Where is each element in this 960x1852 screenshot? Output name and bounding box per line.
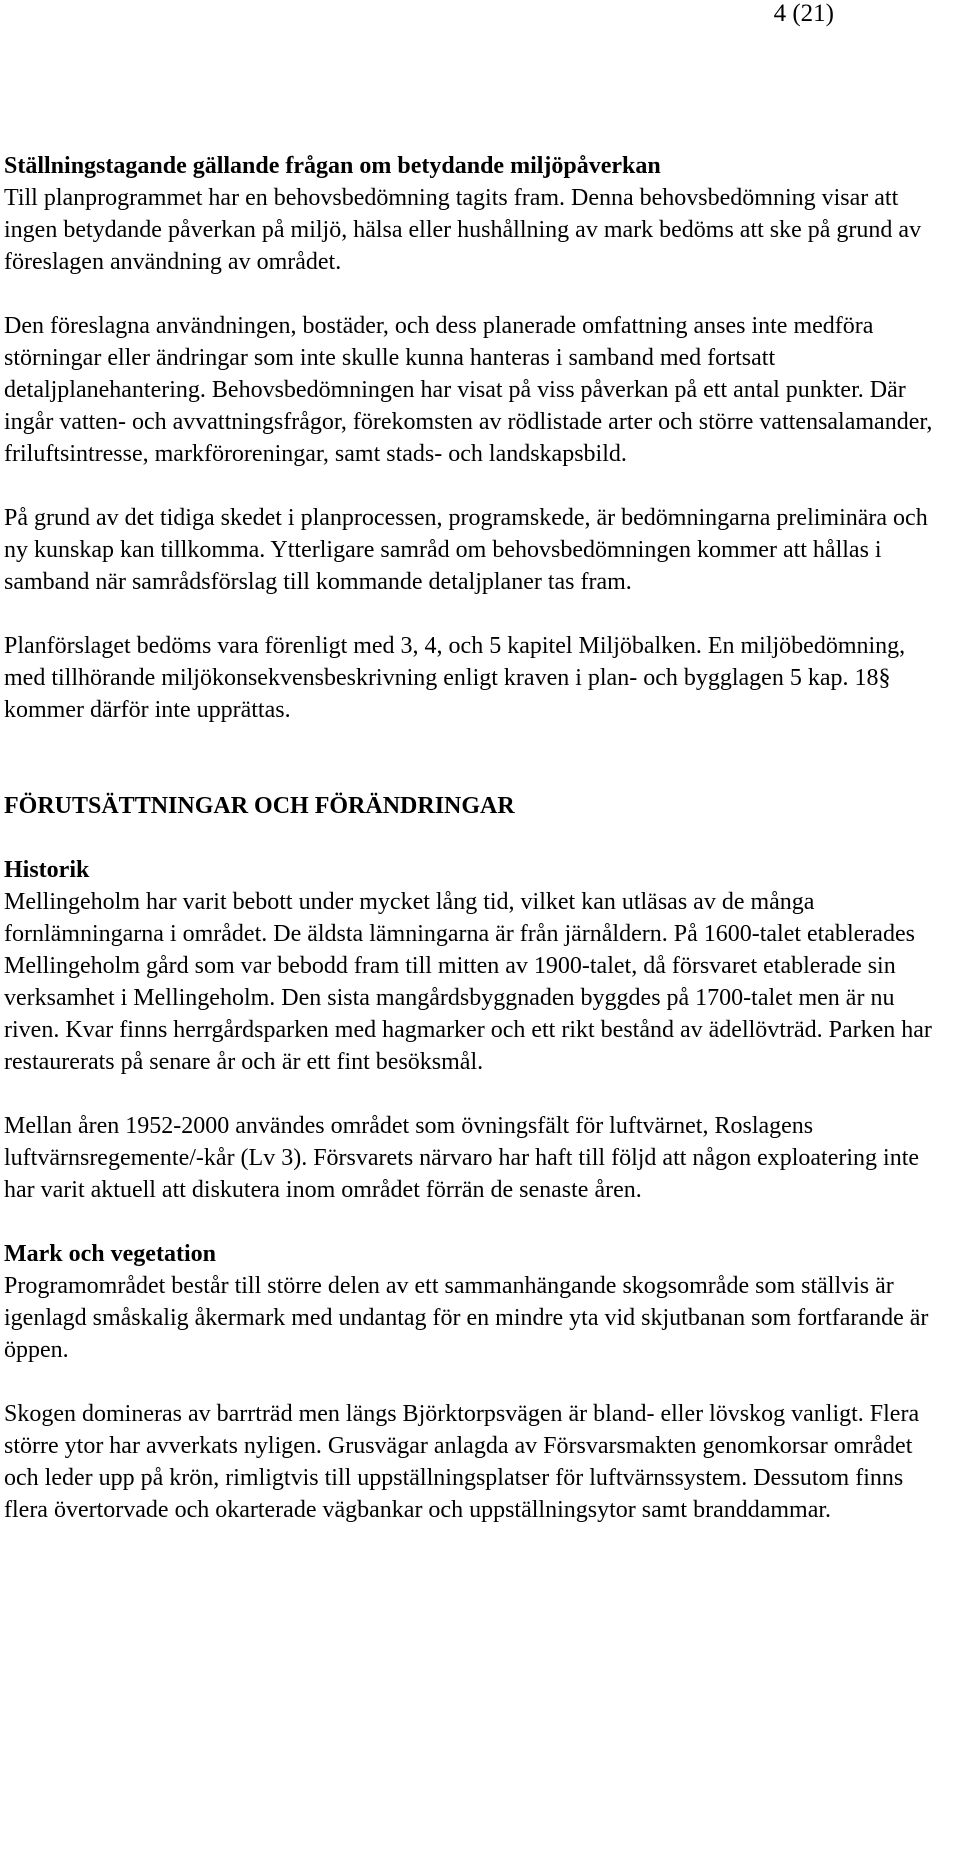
intro-paragraph-4: Planförslaget bedöms vara förenligt med 3, 4, och 5 kapitel Miljöbalken. En miljöbedömning, med tillhörande miljökonsekvensbeskrivning enligt kraven i plan- och bygglagen 5 kap. 18§ kommer därför inte upprättas. bbox=[4, 633, 906, 723]
spacer bbox=[4, 598, 949, 630]
spacer bbox=[4, 822, 949, 854]
spacer bbox=[4, 278, 949, 310]
document-body bbox=[4, 150, 949, 1526]
historik-paragraph-1: Mellingeholm har varit bebott under mycket lång tid, vilket kan utläsas av de många fornlämningarna i området. De äldsta lämningarna är från järnåldern. På 1600-talet etablerades Mellingeholm gård som var bebodd fram till mitten av 1900-talet, då försvaret etablerade sin verksamhet i Mellingeholm. Den sista mangårdsbyggnaden byggdes på 1700-talet men är nu riven. Kvar finns herrgårdsparken med hagmarker och ett rikt bestånd av ädellövträd. Parken har restaurerats på senare år och är ett fint besöksmål. bbox=[4, 889, 932, 1075]
mark-paragraph-1: Programområdet består till större delen av ett sammanhängande skogsområde som ställvis är igenlagd småskalig åkermark med undantag för en mindre yta vid skjutbanan som fortfarande är öppen. bbox=[4, 1273, 929, 1363]
page-number: 4 (21) bbox=[773, 0, 834, 27]
mark-paragraph-2: Skogen domineras av barrträd men längs Björktorpsvägen är bland- eller lövskog vanligt. Flera större ytor har avverkats nyligen. Grusvägar anlagda av Försvarsmakten genomkorsar området och leder upp på krön, rimligtvis till uppställningsplatser för luftvärnssystem. Dessutom finns flera övertorvade och okarterade vägbankar och uppställningsytor samt branddammar. bbox=[4, 1401, 920, 1523]
mark-heading: Mark och vegetation bbox=[4, 1241, 216, 1267]
historik-heading: Historik bbox=[4, 857, 90, 883]
spacer bbox=[4, 1206, 949, 1238]
intro-paragraph-2: Den föreslagna användningen, bostäder, och dess planerade omfattning anses inte medföra störningar eller ändringar som inte skulle kunna hanteras i samband med fortsatt detaljplanehantering. Behovsbedömningen har visat på viss påverkan på ett antal punkter. Där ingår vatten- och avvattningsfrågor, förekomsten av rödlistade arter och större vattensalamander, friluftsintresse, markföroreningar, samt stads- och landskapsbild. bbox=[4, 313, 933, 467]
spacer bbox=[4, 726, 949, 790]
intro-paragraph-3: På grund av det tidiga skedet i planprocessen, programskede, är bedömningarna preliminära och ny kunskap kan tillkomma. Ytterligare samråd om behovsbedömningen kommer att hållas i samband när samrådsförslag till kommande detaljplaner tas fram. bbox=[4, 505, 928, 595]
intro-heading: Ställningstagande gällande frågan om betydande miljöpåverkan bbox=[4, 153, 661, 179]
historik-paragraph-2: Mellan åren 1952-2000 användes området som övningsfält för luftvärnet, Roslagens luftvärnsregemente/-kår (Lv 3). Försvarets närvaro har haft till följd att någon exploatering inte har varit aktuell att diskutera inom området förrän de senaste åren. bbox=[4, 1113, 920, 1203]
spacer bbox=[4, 1366, 949, 1398]
section-title: FÖRUTSÄTTNINGAR OCH FÖRÄNDRINGAR bbox=[4, 793, 515, 819]
spacer bbox=[4, 1078, 949, 1110]
spacer bbox=[4, 470, 949, 502]
intro-paragraph-1: Till planprogrammet har en behovsbedömning tagits fram. Denna behovsbedömning visar att ingen betydande påverkan på miljö, hälsa eller hushållning av mark bedöms att ske på grund av föreslagen användning av området. bbox=[4, 185, 922, 275]
